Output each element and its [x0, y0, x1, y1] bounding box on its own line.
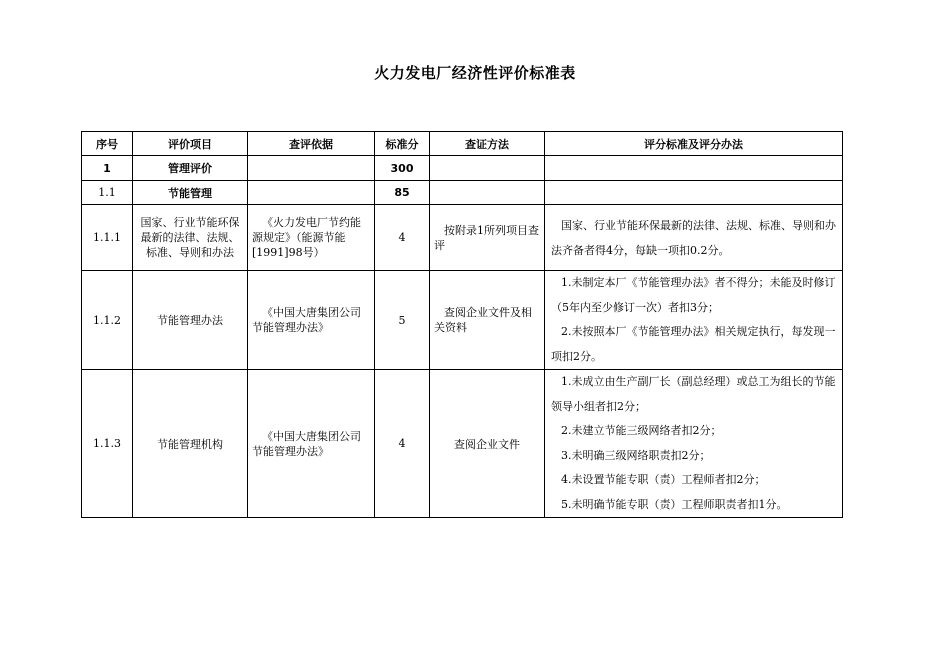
criteria-line: 1.未制定本厂《节能管理办法》者不得分；未能及时修订（5年内至少修订一次）者扣3分； [551, 276, 836, 314]
row-item: 节能管理 [133, 181, 248, 205]
header-criteria: 评分标准及评分办法 [545, 132, 843, 156]
row-criteria [545, 181, 843, 205]
row-seq: 1.1.1 [82, 205, 133, 271]
row-method [430, 156, 545, 181]
row-seq: 1.1.2 [82, 271, 133, 370]
table-row [82, 156, 843, 181]
row-criteria [545, 156, 843, 181]
row-method: 按附录1所列项目查评 [430, 205, 545, 271]
row-seq: 1 [82, 156, 133, 181]
header-item: 评价项目 [133, 132, 248, 156]
header-seq: 序号 [82, 132, 133, 156]
row-method [430, 181, 545, 205]
criteria-line: 5.未明确节能专职（责）工程师职责者扣1分。 [561, 497, 788, 511]
criteria-line: 1.未成立由生产副厂长（副总经理）或总工为组长的节能领导小组者扣2分； [551, 375, 836, 413]
row-item: 节能管理机构 [133, 370, 248, 518]
criteria-line: 国家、行业节能环保最新的法律、法规、标准、导则和办法齐备者得4分，每缺一项扣0.2分。 [551, 218, 836, 257]
header-method: 查证方法 [430, 132, 545, 156]
evaluation-table [81, 131, 843, 518]
row-item: 国家、行业节能环保最新的法律、法规、标准、导则和办法 [133, 205, 248, 271]
table-header-row [82, 132, 843, 156]
row-basis [248, 181, 375, 205]
row-seq: 1.1.3 [82, 370, 133, 518]
table-row [82, 181, 843, 205]
criteria-line: 2.未建立节能三级网络者扣2分； [561, 424, 722, 437]
row-seq: 1.1 [82, 181, 133, 205]
criteria-line: 3.未明确三级网络职责扣2分； [561, 448, 711, 462]
table-row [82, 271, 843, 370]
row-basis: 《中国大唐集团公司节能管理办法》 [248, 271, 375, 370]
criteria-line: 2.未按照本厂《节能管理办法》相关规定执行，每发现一项扣2分。 [551, 325, 836, 363]
row-score: 4 [375, 205, 430, 271]
row-basis: 《中国大唐集团公司节能管理办法》 [248, 370, 375, 518]
table-row [82, 205, 843, 271]
row-basis: 《火力发电厂节约能源规定》（能源节能[1991]98号） [248, 205, 375, 271]
criteria-line: 4.未设置节能专职（责）工程师者扣2分； [561, 473, 766, 486]
row-score: 5 [375, 271, 430, 370]
row-item: 管理评价 [133, 156, 248, 181]
document-title: 火力发电厂经济性评价标准表 [374, 64, 576, 82]
table-row [82, 370, 843, 518]
row-score: 300 [375, 156, 430, 181]
row-basis [248, 156, 375, 181]
header-score: 标准分 [375, 132, 430, 156]
row-method: 查阅企业文件 [430, 370, 545, 518]
row-score: 4 [375, 370, 430, 518]
row-score: 85 [375, 181, 430, 205]
header-basis: 查评依据 [248, 132, 375, 156]
row-criteria [545, 205, 843, 271]
row-item: 节能管理办法 [133, 271, 248, 370]
row-method: 查阅企业文件及相关资料 [430, 271, 545, 370]
row-criteria [545, 271, 843, 370]
row-criteria [545, 370, 843, 518]
